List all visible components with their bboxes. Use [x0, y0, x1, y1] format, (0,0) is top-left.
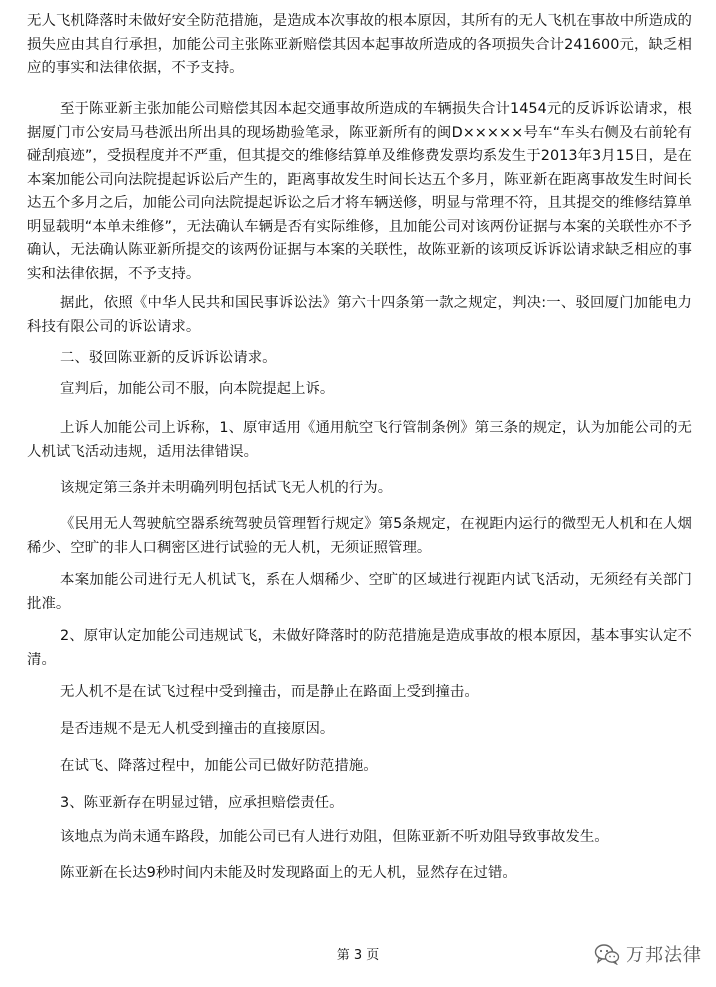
paragraph-1: 无人飞机降落时未做好安全防范措施，是造成本次事故的根本原因，其所有的无人飞机在事故中所造成的损失应由其自行承担，加能公司主张陈亚新赔偿其因本起事故所造成的各项损失合计241600元，缺乏相应的事实和法律依据，不予支持。 — [27, 13, 692, 76]
paragraph-14: 3、陈亚新存在明显过错，应承担赔偿责任。 — [60, 795, 344, 811]
paragraph-10: 2、原审认定加能公司违规试飞，未做好降落时的防范措施是造成事故的根本原因，基本事实认定不清。 — [27, 628, 692, 668]
paragraph-7: 该规定第三条并未明确列明包括试飞无人机的行为。 — [60, 480, 393, 496]
paragraph-2: 至于陈亚新主张加能公司赔偿其因本起交通事故所造成的车辆损失合计1454元的反诉诉讼请求，根据厦门市公安局马巷派出所出具的现场勘验笔录，陈亚新所有的闽D×××××号车“车头右侧及右前轮有碰刮痕迹”，受损程度并不严重，但其提交的维修结算单及维修费发票均系发生于2013年3月15日，是在本案加能公司向法院提起诉讼后产生的，距离事故发生时间长达五个多月，陈亚新在距离事故发生时间长达五个多月之后，加能公司向法院提起诉讼之后才将车辆送修，明显与常理不符，且其提交的维修结算单明显载明“本单未维修”，无法确认车辆是否有实际维修，且加能公司对该两份证据与本案的关联性亦不予确认，无法确认陈亚新所提交的该两份证据与本案的关联性，故陈亚新的该项反诉诉讼请求缺乏相应的事实和法律依据，不予支持。 — [27, 101, 692, 282]
paragraph-16: 陈亚新在长达9秒时间内未能及时发现路面上的无人机，显然存在过错。 — [60, 865, 517, 881]
watermark — [594, 940, 702, 968]
wechat-icon — [594, 943, 620, 965]
paragraph-11: 无人机不是在试飞过程中受到撞击，而是静止在路面上受到撞击。 — [60, 684, 479, 700]
paragraph-5: 宣判后，加能公司不服，向本院提起上诉。 — [60, 381, 335, 397]
paragraph-9: 本案加能公司进行无人机试飞，系在人烟稀少、空旷的区域进行视距内试飞活动，无须经有关部门批准。 — [27, 572, 692, 612]
paragraph-6: 上诉人加能公司上诉称，1、原审适用《通用航空飞行管制条例》第三条的规定，认为加能公司的无人机试飞活动违规，适用法律错误。 — [27, 420, 692, 460]
paragraph-12: 是否违规不是无人机受到撞击的直接原因。 — [60, 721, 335, 737]
paragraph-3: 据此，依照《中华人民共和国民事诉讼法》第六十四条第一款之规定，判决:一、驳回厦门加能电力科技有限公司的诉讼请求。 — [27, 295, 692, 335]
page-number: 第 3 页 — [336, 948, 380, 963]
paragraph-8: 《民用无人驾驶航空器系统驾驶员管理暂行规定》第5条规定，在视距内运行的微型无人机和在人烟稀少、空旷的非人口稠密区进行试验的无人机，无须证照管理。 — [27, 516, 692, 556]
watermark-text: 万邦法律 — [626, 945, 702, 966]
paragraph-13: 在试飞、降落过程中，加能公司已做好防范措施。 — [60, 758, 378, 774]
paragraph-4: 二、驳回陈亚新的反诉诉讼请求。 — [60, 350, 277, 366]
paragraph-15: 该地点为尚未通车路段，加能公司已有人进行劝阻，但陈亚新不听劝阻导致事故发生。 — [60, 829, 609, 845]
